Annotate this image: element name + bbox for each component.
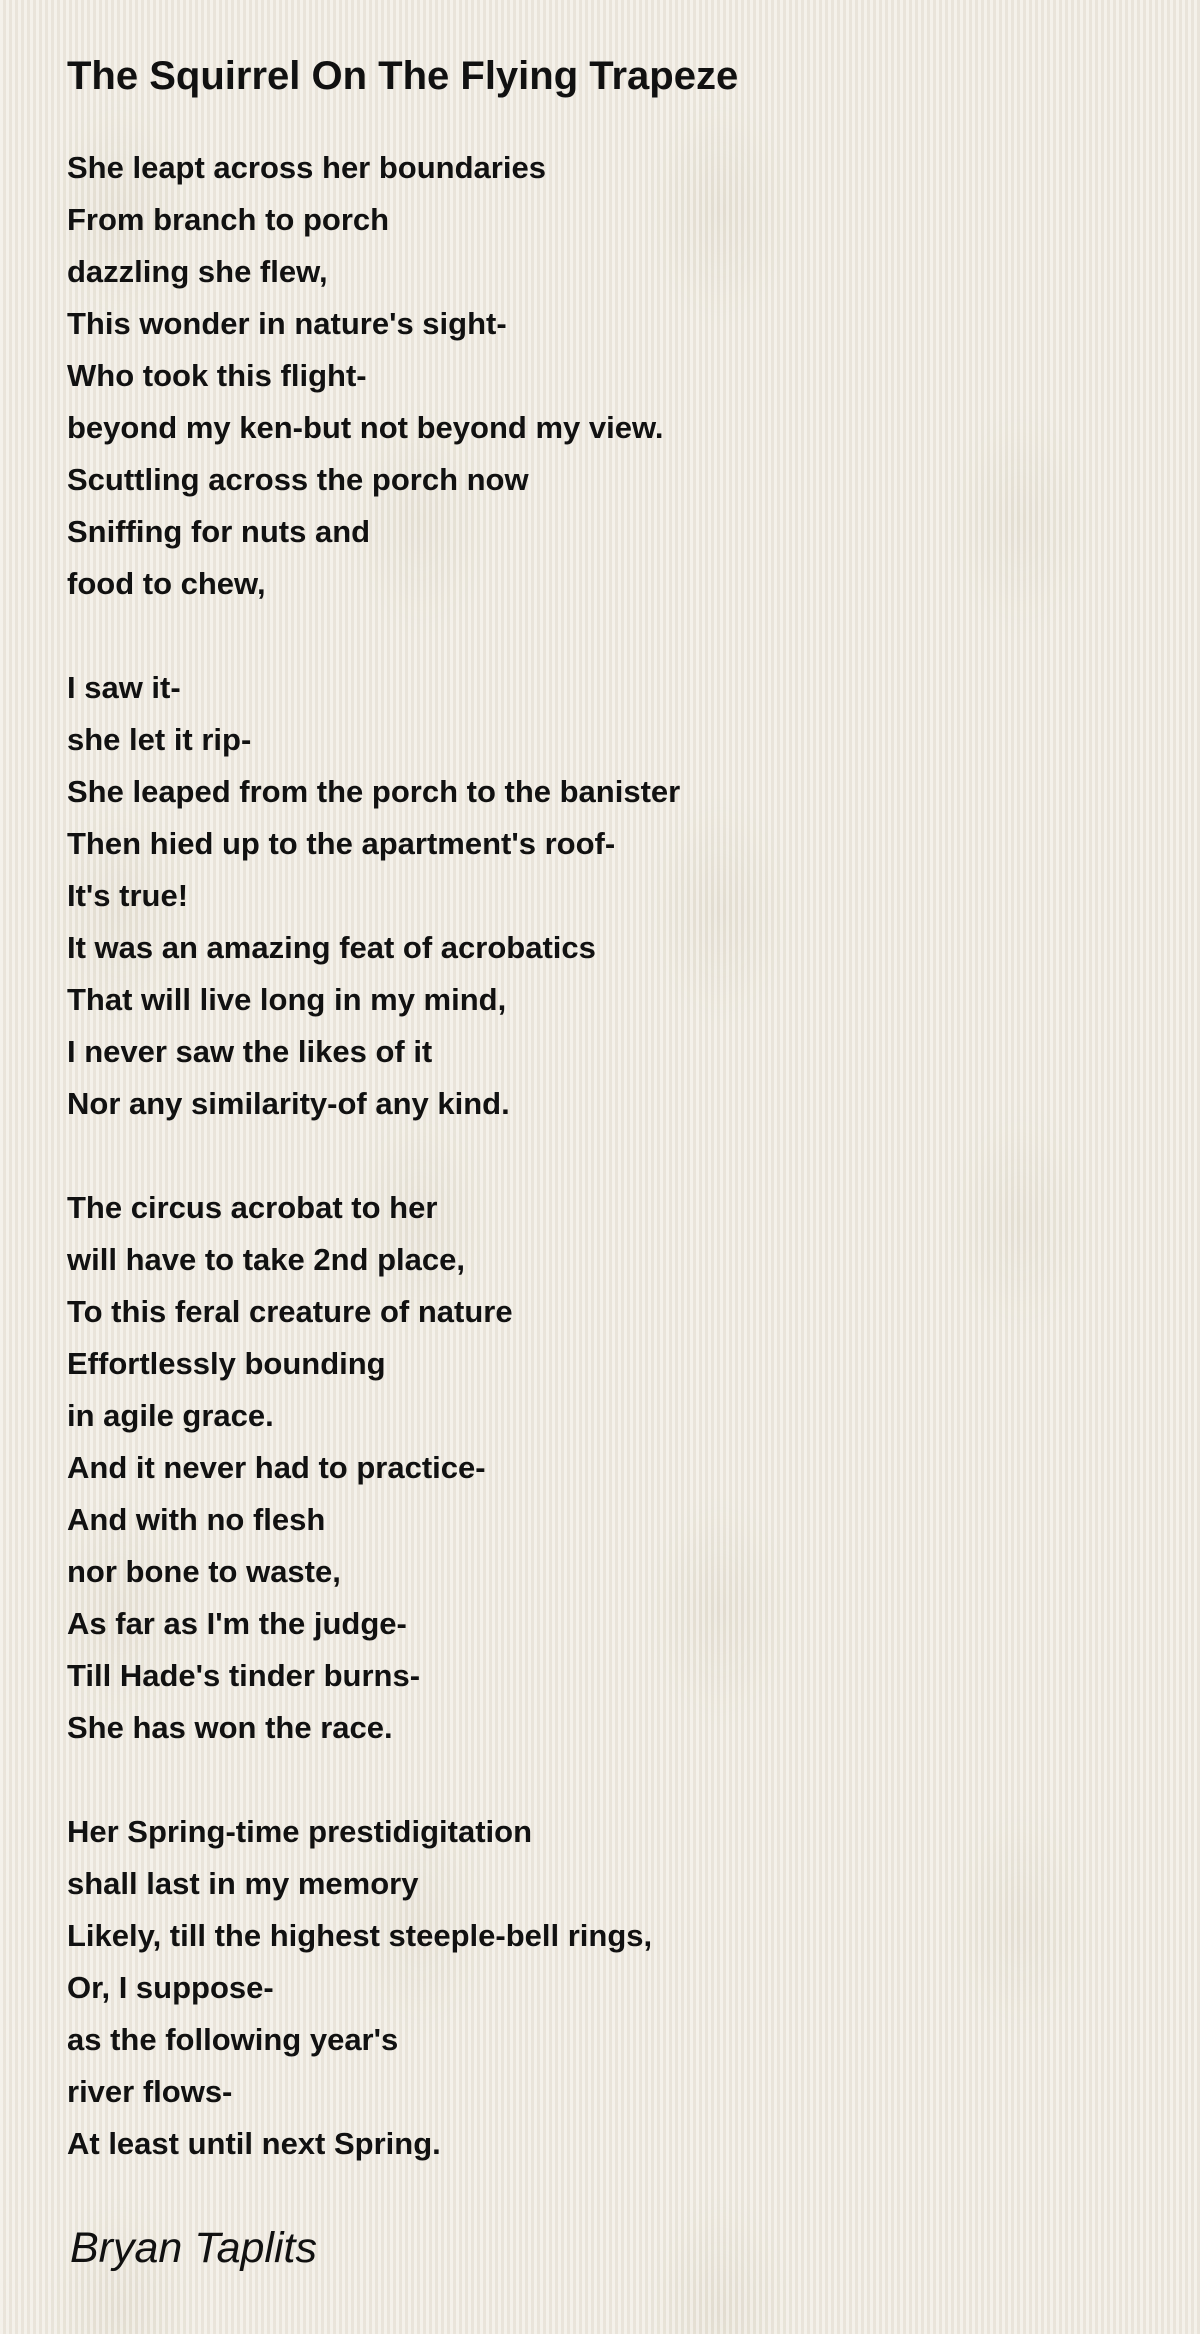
poem-line: Or, I suppose-	[67, 1970, 274, 2005]
poem-stanza	[67, 662, 1133, 1130]
poem-line: She leapt across her boundaries	[67, 150, 546, 185]
poem-line: Scuttling across the porch now	[67, 462, 529, 497]
poem-line: And it never had to practice-	[67, 1450, 486, 1485]
poem-line: as the following year's	[67, 2022, 399, 2057]
poem-line: nor bone to waste,	[67, 1554, 341, 1589]
poem-line: will have to take 2nd place,	[67, 1242, 465, 1277]
poem-line: food to chew,	[67, 566, 266, 601]
poem-line: I never saw the likes of it	[67, 1034, 433, 1069]
poem-line: She leaped from the porch to the banister	[67, 774, 681, 809]
poem-line: in agile grace.	[67, 1398, 274, 1433]
poem-line: To this feral creature of nature	[67, 1294, 513, 1329]
poem-line: That will live long in my mind,	[67, 982, 507, 1017]
poem-stanza	[67, 142, 1133, 610]
poem-line: Sniffing for nuts and	[67, 514, 371, 549]
poem-line: Her Spring-time prestidigitation	[67, 1814, 533, 1849]
poem-stanza	[67, 1806, 1133, 2170]
poem-line: Then hied up to the apartment's roof-	[67, 826, 616, 861]
poem-line: shall last in my memory	[67, 1866, 419, 1901]
poem-line: This wonder in nature's sight-	[67, 306, 507, 341]
poem-body	[67, 142, 1133, 2170]
poem-stanza	[67, 1182, 1133, 1754]
poem-line: Who took this flight-	[67, 358, 367, 393]
poem-line: She has won the race.	[67, 1710, 393, 1745]
poem-line: The circus acrobat to her	[67, 1190, 438, 1225]
poem-line: And with no flesh	[67, 1502, 326, 1537]
poem-line: As far as I'm the judge-	[67, 1606, 407, 1641]
poem-line: Effortlessly bounding	[67, 1346, 386, 1381]
poem-line: Nor any similarity-of any kind.	[67, 1086, 510, 1121]
poem-line: From branch to porch	[67, 202, 390, 237]
poem-line: she let it rip-	[67, 722, 252, 757]
poem-author: Bryan Taplits	[70, 2224, 317, 2272]
poem-line: It was an amazing feat of acrobatics	[67, 930, 596, 965]
poem-line: dazzling she flew,	[67, 254, 328, 289]
poem-line: Till Hade's tinder burns-	[67, 1658, 421, 1693]
poem-line: It's true!	[67, 878, 189, 913]
poem-title: The Squirrel On The Flying Trapeze	[67, 54, 739, 98]
poem-line: Likely, till the highest steeple-bell rings,	[67, 1918, 653, 1953]
poem-line: river flows-	[67, 2074, 233, 2109]
poem-line: I saw it-	[67, 670, 181, 705]
poem-line: beyond my ken-but not beyond my view.	[67, 410, 664, 445]
poem-line: At least until next Spring.	[67, 2126, 441, 2161]
